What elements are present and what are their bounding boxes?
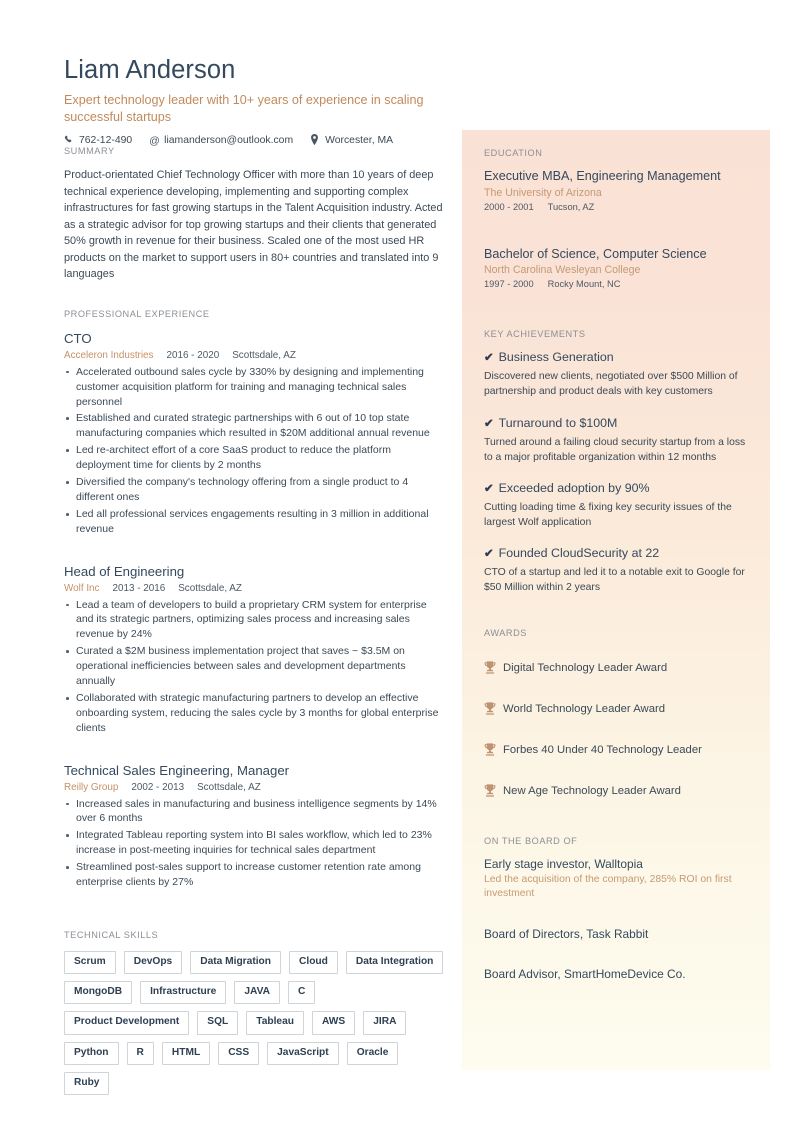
key-achievement-item [484,349,750,399]
board-section [484,836,750,982]
contact-email[interactable] [149,135,293,146]
skill-tag[interactable]: JIRA [363,1011,406,1034]
job-bullets [64,797,446,890]
award-label: Forbes 40 Under 40 Technology Leader [503,744,702,757]
award-item [484,730,750,771]
key-achievement-title-row [484,545,750,562]
award-label: New Age Technology Leader Award [503,785,681,798]
key-achievement-title: Exceeded adoption by 90% [498,480,650,495]
resume-header [64,56,464,148]
skills-section [64,930,446,1095]
board-item [484,856,750,902]
job-role: Head of Engineering [64,563,185,579]
experience-section-title: PROFESSIONAL EXPERIENCE [64,308,210,319]
education-dates: 1997 - 2000 [484,279,534,290]
education-school: The University of Arizona [484,186,602,199]
education-dates: 2000 - 2001 [484,201,534,212]
key-achievement-title-row [484,349,750,366]
trophy-icon [484,743,503,758]
job-bullet: Lead a team of developers to build a proprietary CRM system for enterprise and its strategic partners, optimizing sales process and increasing sales revenue by 24% [64,598,446,643]
key-achievements-section-title: KEY ACHIEVEMENTS [484,329,586,340]
award-item [484,771,750,812]
check-icon: ✔ [484,417,494,430]
job-role: Technical Sales Engineering, Manager [64,762,290,778]
board-item [484,966,750,982]
award-label: World Technology Leader Award [503,703,666,716]
skill-tag[interactable]: HTML [162,1042,210,1065]
candidate-subtitle: Expert technology leader with 10+ years of experience in scaling successful startups [64,93,424,124]
awards-section-title: AWARDS [484,627,527,638]
board-item-description: Led the acquisition of the company, 285% ROI on first investment [484,873,732,900]
skill-tag[interactable]: Python [64,1042,119,1065]
summary-section-title: SUMMARY [64,146,115,156]
award-item [484,689,750,730]
job-bullet: Accelerated outbound sales cycle by 330% by designing and implementing customer acquisition platform for training and managing technical sales personnel [64,365,446,410]
key-achievement-title-row [484,415,750,432]
key-achievement-description: Cutting loading time & fixing key security issues of the largest Wolf application [484,501,732,528]
skill-tag[interactable]: Oracle [347,1042,399,1065]
job-company: Reilly Group [64,781,119,793]
award-item [484,648,750,689]
skill-tag[interactable]: Product Development [64,1011,189,1034]
board-item-title: Early stage investor, Walltopia [484,856,643,871]
board-item-title: Board Advisor, SmartHomeDevice Co. [484,967,686,982]
skill-tag[interactable]: CSS [218,1042,259,1065]
education-section-title: EDUCATION [484,148,543,158]
education-school: North Carolina Wesleyan College [484,264,641,277]
skill-tag[interactable]: DevOps [124,951,183,974]
board-item [484,926,750,942]
job-bullet: Streamlined post-sales support to increase customer retention rate among enterprise clients by 27% [64,860,446,890]
email-icon: @ [149,134,160,147]
contact-location-value: Worcester, MA [325,135,394,147]
job-location: Scottsdale, AZ [178,582,242,594]
job-bullets [64,365,446,537]
key-achievement-title: Turnaround to $100M [498,415,618,430]
contact-email-value: liamanderson@outlook.com [164,135,294,147]
skill-tag[interactable]: JAVA [234,981,280,1004]
education-degree: Bachelor of Science, Computer Science [484,246,707,261]
education-item [484,246,750,290]
job-location: Scottsdale, AZ [197,781,261,793]
job-dates: 2016 - 2020 [166,349,220,361]
key-achievement-item [484,480,750,530]
key-achievement-description: Turned around a failing cloud security startup from a loss to a major profitable organization within 12 months [484,436,746,463]
skill-tag[interactable]: Tableau [246,1011,304,1034]
awards-section [484,628,750,812]
job-bullet: Led all professional services engagements resulting in 3 million in additional revenue [64,507,446,537]
job-dates: 2002 - 2013 [131,781,185,793]
board-item-title: Board of Directors, Task Rabbit [484,927,649,942]
right-column [484,148,750,996]
job-bullet: Led re-architect effort of a core SaaS product to reduce the platform deployment time for clients by 2 months [64,443,446,473]
job-meta [64,782,446,793]
job-bullet: Curated a $2M business implementation project that saves ~ $3.5M on operational inefficiencies between sales and development departments annually [64,644,446,689]
job-location: Scottsdale, AZ [232,349,296,361]
award-label: Digital Technology Leader Award [503,662,668,675]
summary-section [64,146,446,283]
summary-text: Product-orientated Chief Technology Officer with more than 10 years of deep technical experience developing, implementing and supporting complex infrastructures for fast growing startups in the Talent Acquisition industry. Acted as a strategic advisor for top growing startups and their clients that generated 50% growth in revenue for their business. Scaled one of the most used HR products on the market to support users in 80+ countries and translated into 9 languages [64,169,443,281]
job-role: CTO [64,330,92,346]
trophy-icon [484,661,503,676]
key-achievement-title-row [484,480,750,497]
contact-phone-value: 762-12-490 [79,135,133,147]
skill-tag[interactable]: R [127,1042,154,1065]
key-achievement-title: Founded CloudSecurity at 22 [498,545,660,560]
candidate-name: Liam Anderson [64,56,236,84]
education-location: Tucson, AZ [547,201,595,212]
key-achievement-description: Discovered new clients, negotiated over $500 Million of partnership and product deals with key customers [484,371,738,398]
job-bullet: Collaborated with strategic manufacturing partners to develop an effective onboarding system, reducing the sales cycle by 3 months for global enterprise clients [64,691,446,736]
key-achievement-item [484,545,750,595]
skill-tag[interactable]: Cloud [289,951,338,974]
skill-tag[interactable]: SQL [197,1011,238,1034]
job-meta [64,583,446,594]
job-company: Wolf Inc [64,582,100,594]
job-bullet: Established and curated strategic partnerships with 6 out of 10 top state manufacturing companies which resulted in $20M additional annual revenue [64,411,446,441]
education-degree: Executive MBA, Engineering Management [484,169,721,183]
skill-tag[interactable]: Ruby [64,1072,109,1095]
trophy-icon [484,784,503,799]
education-item [484,168,750,212]
skills-tag-list [64,951,446,1095]
job-bullet: Increased sales in manufacturing and business intelligence segments by 14% over 6 months [64,797,446,827]
skill-tag[interactable]: JavaScript [267,1042,339,1065]
experience-job [64,563,446,736]
education-meta [484,279,750,289]
check-icon: ✔ [484,352,494,365]
skill-tag[interactable]: Infrastructure [140,981,226,1004]
skill-tag[interactable]: Scrum [64,951,116,974]
education-section [484,148,750,289]
skill-tag[interactable]: Data Integration [346,951,444,974]
education-meta [484,202,750,212]
key-achievement-description: CTO of a startup and led it to a notable exit to Google for $50 Million within 2 years [484,566,745,593]
job-bullets [64,598,446,736]
key-achievement-title: Business Generation [498,350,614,365]
education-location: Rocky Mount, NC [547,279,621,290]
job-meta [64,350,446,361]
trophy-icon [484,702,503,717]
experience-job [64,330,446,537]
key-achievement-item [484,415,750,465]
experience-section [64,309,446,890]
experience-job [64,762,446,890]
job-company: Acceleron Industries [64,349,154,361]
skill-tag[interactable]: C [288,981,315,1004]
job-dates: 2013 - 2016 [112,582,166,594]
job-bullet: Diversified the company's technology offering from a single product to 4 different ones [64,475,446,505]
job-bullet: Integrated Tableau reporting system into BI sales workflow, which led to 23% increase in post-meeting inquiries for technical sales department [64,828,446,858]
check-icon: ✔ [484,482,494,495]
skills-section-title: TECHNICAL SKILLS [64,929,159,940]
skill-tag[interactable]: AWS [312,1011,355,1034]
check-icon: ✔ [484,547,494,560]
left-column [64,146,446,1095]
board-section-title: ON THE BOARD OF [484,835,578,846]
key-achievements-section [484,329,750,594]
skill-tag[interactable]: Data Migration [190,951,281,974]
skill-tag[interactable]: MongoDB [64,981,132,1004]
